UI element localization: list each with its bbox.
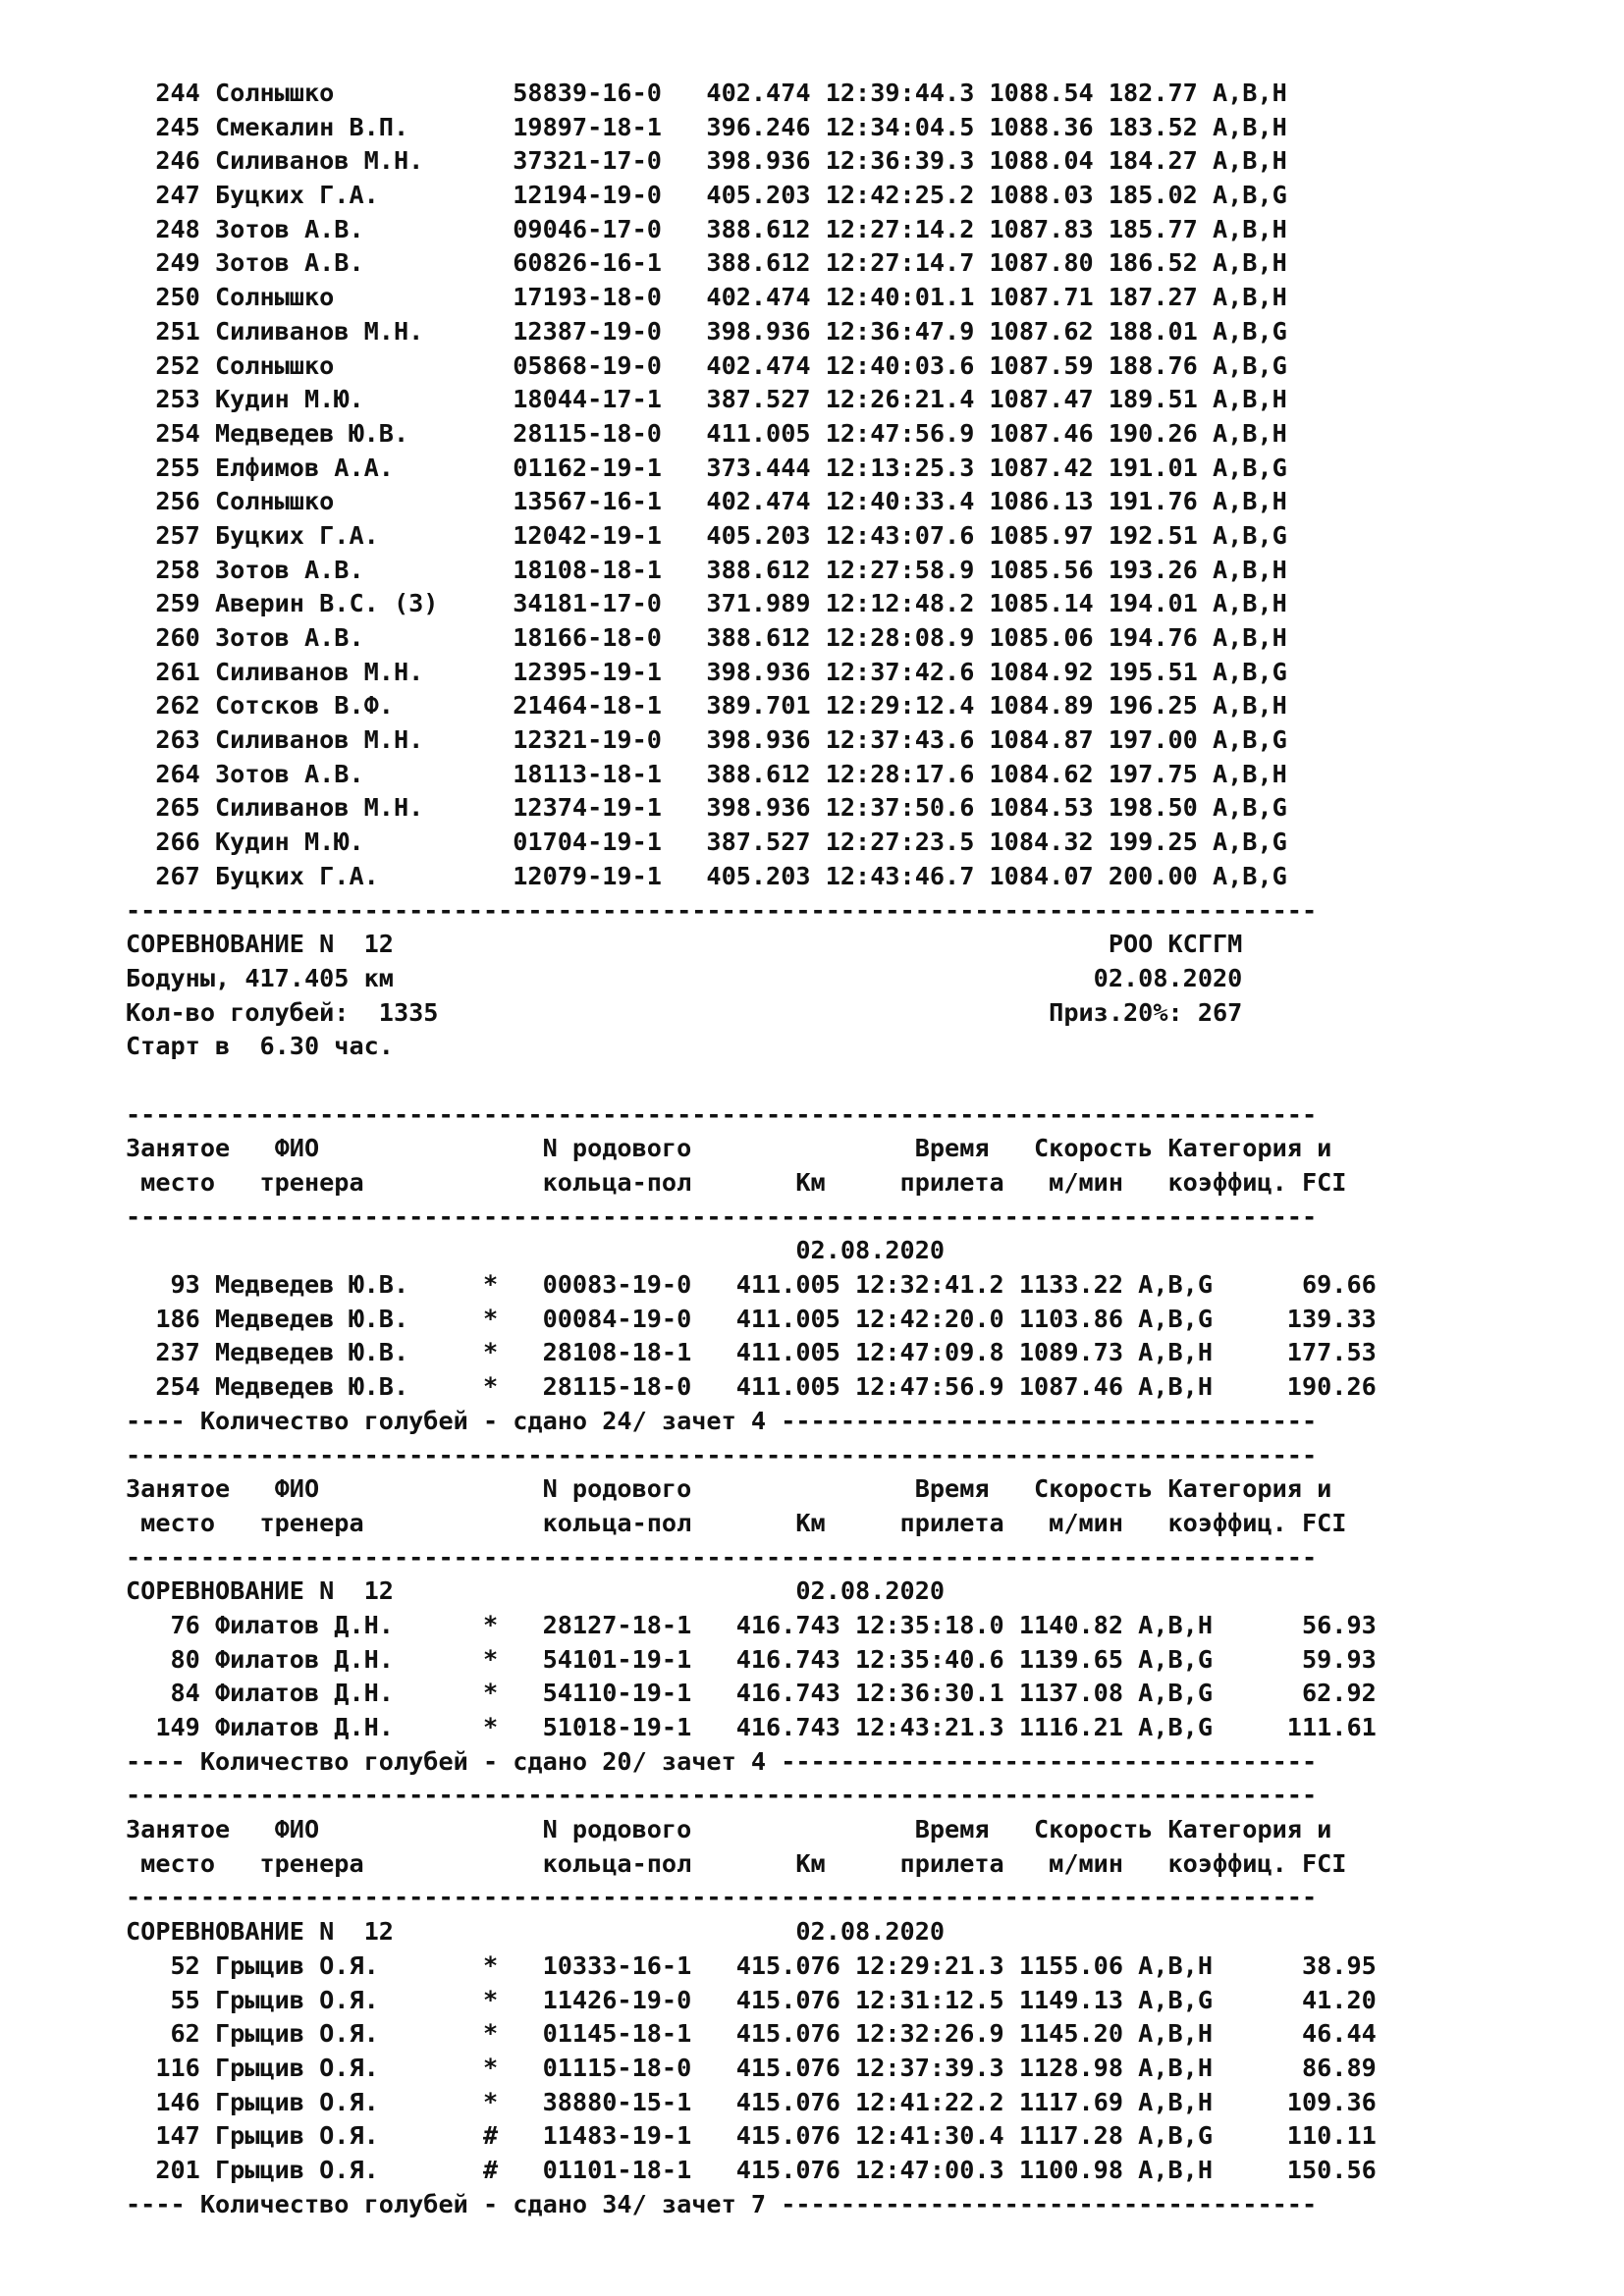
separator-line: ---- Количество голубей - сдано 20/ зачет 4 ------------------------------------ <box>126 1746 1318 1776</box>
report-line: 263 Силиванов М.Н. 12321-19-0 398.936 12:37:43.6 1084.87 197.00 A,B,G <box>126 725 1287 755</box>
report-line: 246 Силиванов М.Н. 37321-17-0 398.936 12:36:39.3 1088.04 184.27 A,B,H <box>126 146 1287 176</box>
separator-line: -------------------------------------------------------------------------------- <box>126 1099 1318 1129</box>
report-line: 55 Грыцив О.Я. * 11426-19-0 415.076 12:31:12.5 1149.13 A,B,G 41.20 <box>126 1985 1377 2014</box>
report-line: 247 Буцких Г.А. 12194-19-0 405.203 12:42:25.2 1088.03 185.02 A,B,G <box>126 181 1287 210</box>
report-line: 257 Буцких Г.А. 12042-19-1 405.203 12:43:07.6 1085.97 192.51 A,B,G <box>126 520 1287 550</box>
report-line: Кол-во голубей: 1335 Приз.20%: 267 <box>126 997 1243 1027</box>
report-line: 250 Солнышко 17193-18-0 402.474 12:40:01.1 1087.71 187.27 A,B,H <box>126 283 1287 312</box>
report-line: 261 Силиванов М.Н. 12395-19-1 398.936 12:37:42.6 1084.92 195.51 A,B,G <box>126 657 1287 686</box>
separator-line: -------------------------------------------------------------------------------- <box>126 1781 1318 1810</box>
report-line: 254 Медведев Ю.В. * 28115-18-0 411.005 12:47:56.9 1087.46 A,B,H 190.26 <box>126 1372 1377 1402</box>
blank-line <box>126 1064 1377 1098</box>
report-line: 76 Филатов Д.Н. * 28127-18-1 416.743 12:35:18.0 1140.82 A,B,H 56.93 <box>126 1610 1377 1639</box>
separator-line: -------------------------------------------------------------------------------- <box>126 1542 1318 1572</box>
separator-line: ---- Количество голубей - сдано 24/ зачет 4 ------------------------------------ <box>126 1406 1318 1435</box>
report-line: 254 Медведев Ю.В. 28115-18-0 411.005 12:47:56.9 1087.46 190.26 A,B,H <box>126 418 1287 448</box>
report-line: СОРЕВНОВАНИЕ N 12 02.08.2020 <box>126 1576 946 1606</box>
report-line: СОРЕВНОВАНИЕ N 12 02.08.2020 <box>126 1917 946 1947</box>
report-line: 266 Кудин М.Ю. 01704-19-1 387.527 12:27:23.5 1084.32 199.25 A,B,G <box>126 828 1287 857</box>
report-line: Бодуны, 417.405 км 02.08.2020 <box>126 963 1243 992</box>
separator-line: -------------------------------------------------------------------------------- <box>126 895 1318 925</box>
report-line: 248 Зотов А.В. 09046-17-0 388.612 12:27:14.2 1087.83 185.77 A,B,H <box>126 214 1287 243</box>
report-line: 80 Филатов Д.Н. * 54101-19-1 416.743 12:35:40.6 1139.65 A,B,G 59.93 <box>126 1644 1377 1674</box>
report-line: 260 Зотов А.В. 18166-18-0 388.612 12:28:08.9 1085.06 194.76 A,B,H <box>126 623 1287 652</box>
report-line: 62 Грыцив О.Я. * 01145-18-1 415.076 12:32:26.9 1145.20 A,B,H 46.44 <box>126 2019 1377 2049</box>
report-line: Старт в 6.30 час. <box>126 1032 394 1061</box>
report-line: место тренера кольца-пол Км прилета м/мин коэффиц. FCI <box>126 1848 1347 1878</box>
report-line: СОРЕВНОВАНИЕ N 12 РОО КСГГМ <box>126 930 1243 959</box>
report-line: 201 Грыцив О.Я. # 01101-18-1 415.076 12:47:00.3 1100.98 A,B,H 150.56 <box>126 2155 1377 2184</box>
report-line: 259 Аверин В.С. (З) 34181-17-0 371.989 12:12:48.2 1085.14 194.01 A,B,H <box>126 589 1287 618</box>
report-line: место тренера кольца-пол Км прилета м/мин коэффиц. FCI <box>126 1168 1347 1197</box>
report-line: 02.08.2020 <box>126 1236 946 1265</box>
report-line: 255 Елфимов А.А. 01162-19-1 373.444 12:13:25.3 1087.42 191.01 A,B,G <box>126 453 1287 482</box>
report-line: 262 Сотсков В.Ф. 21464-18-1 389.701 12:29:12.4 1084.89 196.25 A,B,H <box>126 691 1287 721</box>
separator-line: -------------------------------------------------------------------------------- <box>126 1883 1318 1912</box>
report-line: 146 Грыцив О.Я. * 38880-15-1 415.076 12:41:22.2 1117.69 A,B,H 109.36 <box>126 2087 1377 2116</box>
report-line: 258 Зотов А.В. 18108-18-1 388.612 12:27:58.9 1085.56 193.26 A,B,H <box>126 555 1287 584</box>
report-line: 244 Солнышко 58839-16-0 402.474 12:39:44.3 1088.54 182.77 A,B,H <box>126 79 1287 107</box>
report-line: 265 Силиванов М.Н. 12374-19-1 398.936 12:37:50.6 1084.53 198.50 A,B,G <box>126 793 1287 823</box>
report-line: Занятое ФИО N родового Время Скорость Категория и <box>126 1815 1332 1844</box>
report-line: Занятое ФИО N родового Время Скорость Категория и <box>126 1134 1332 1163</box>
report-line: место тренера кольца-пол Км прилета м/мин коэффиц. FCI <box>126 1508 1347 1537</box>
report-line: 237 Медведев Ю.В. * 28108-18-1 411.005 12:47:09.8 1089.73 A,B,H 177.53 <box>126 1338 1377 1367</box>
report-line: 251 Силиванов М.Н. 12387-19-0 398.936 12:36:47.9 1087.62 188.01 A,B,G <box>126 316 1287 346</box>
report-line: 256 Солнышко 13567-16-1 402.474 12:40:33.4 1086.13 191.76 A,B,H <box>126 487 1287 516</box>
results-printout <box>126 77 1377 2221</box>
report-line: 84 Филатов Д.Н. * 54110-19-1 416.743 12:36:30.1 1137.08 A,B,G 62.92 <box>126 1679 1377 1708</box>
report-line: 252 Солнышко 05868-19-0 402.474 12:40:03.6 1087.59 188.76 A,B,G <box>126 350 1287 380</box>
report-line: 249 Зотов А.В. 60826-16-1 388.612 12:27:14.7 1087.80 186.52 A,B,H <box>126 248 1287 278</box>
separator-line: -------------------------------------------------------------------------------- <box>126 1440 1318 1469</box>
report-line: 93 Медведев Ю.В. * 00083-19-0 411.005 12:32:41.2 1133.22 A,B,G 69.66 <box>126 1270 1377 1300</box>
report-line: 116 Грыцив О.Я. * 01115-18-0 415.076 12:37:39.3 1128.98 A,B,H 86.89 <box>126 2053 1377 2082</box>
report-line: 264 Зотов А.В. 18113-18-1 388.612 12:28:17.6 1084.62 197.75 A,B,H <box>126 759 1287 788</box>
report-line: 147 Грыцив О.Я. # 11483-19-1 415.076 12:41:30.4 1117.28 A,B,G 110.11 <box>126 2121 1377 2151</box>
report-line: 52 Грыцив О.Я. * 10333-16-1 415.076 12:29:21.3 1155.06 A,B,H 38.95 <box>126 1950 1377 1980</box>
separator-line: -------------------------------------------------------------------------------- <box>126 1201 1318 1231</box>
report-line: Занятое ФИО N родового Время Скорость Категория и <box>126 1474 1332 1504</box>
report-line: 245 Смекалин В.П. 19897-18-1 396.246 12:34:04.5 1088.36 183.52 A,B,H <box>126 112 1287 141</box>
report-line: 149 Филатов Д.Н. * 51018-19-1 416.743 12:43:21.3 1116.21 A,B,G 111.61 <box>126 1713 1377 1741</box>
report-line: 267 Буцких Г.А. 12079-19-1 405.203 12:43:46.7 1084.07 200.00 A,B,G <box>126 861 1287 890</box>
separator-line: ---- Количество голубей - сдано 34/ зачет 7 ------------------------------------ <box>126 2189 1318 2218</box>
report-line: 186 Медведев Ю.В. * 00084-19-0 411.005 12:42:20.0 1103.86 A,B,G 139.33 <box>126 1304 1377 1333</box>
report-line: 253 Кудин М.Ю. 18044-17-1 387.527 12:26:21.4 1087.47 189.51 A,B,H <box>126 385 1287 414</box>
